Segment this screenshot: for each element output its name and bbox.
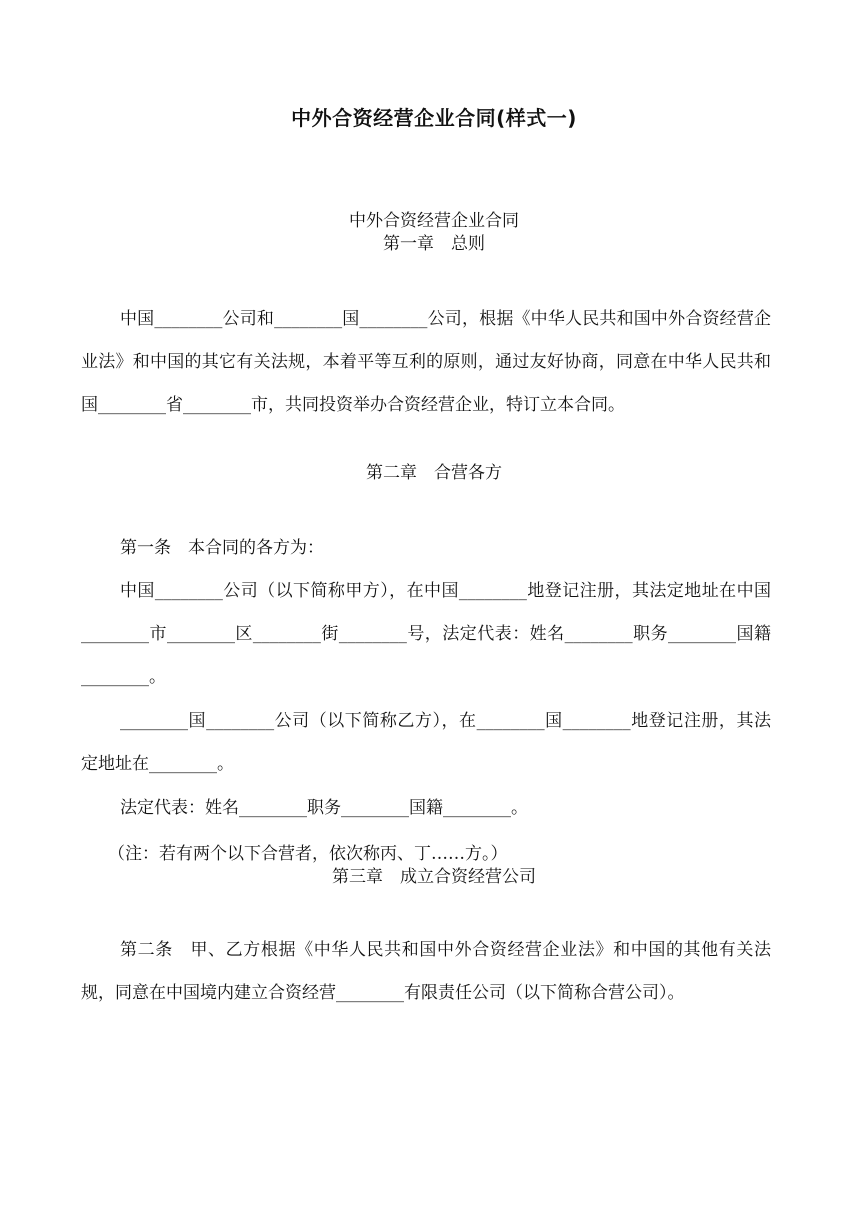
chapter-2-heading: 第二章 合营各方 (366, 463, 502, 483)
chapter-1-heading: 第一章 总则 (383, 234, 485, 254)
party-b-representative: 法定代表：姓名________职务________国籍________。 (120, 798, 528, 818)
article-2: 第二条 甲、乙方根据《中华人民共和国中外合资经营企业法》和中国的其他有关法规，同意在中国境内建立合资经营________有限责任公司（以下简称合营公司）。 (81, 940, 771, 1003)
article-1: 第一条 本合同的各方为： (120, 538, 324, 558)
note-text: （注：若有两个以下合营者，依次称丙、丁……方。） (108, 844, 508, 864)
party-a-paragraph: 中国________公司（以下简称甲方），在中国________地登记注册，其法定地址在中国________市________区________街________号，法定代表：姓名________职务________国籍________。 (81, 581, 771, 687)
document-title: 中外合资经营企业合同(样式一) (291, 106, 577, 130)
contract-name: 中外合资经营企业合同 (349, 211, 519, 231)
party-b-paragraph: ________国________公司（以下简称乙方），在________国________地登记注册，其法定地址在________。 (81, 711, 771, 774)
chapter-3-heading: 第三章 成立合资经营公司 (332, 867, 536, 887)
preamble-paragraph: 中国________公司和________国________公司，根据《中华人民共和国中外合资经营企业法》和中国的其它有关法规，本着平等互利的原则，通过友好协商，同意在中华人民共和国________省________市，共同投资举办合资经营企业，特订立本合同。 (81, 309, 771, 415)
